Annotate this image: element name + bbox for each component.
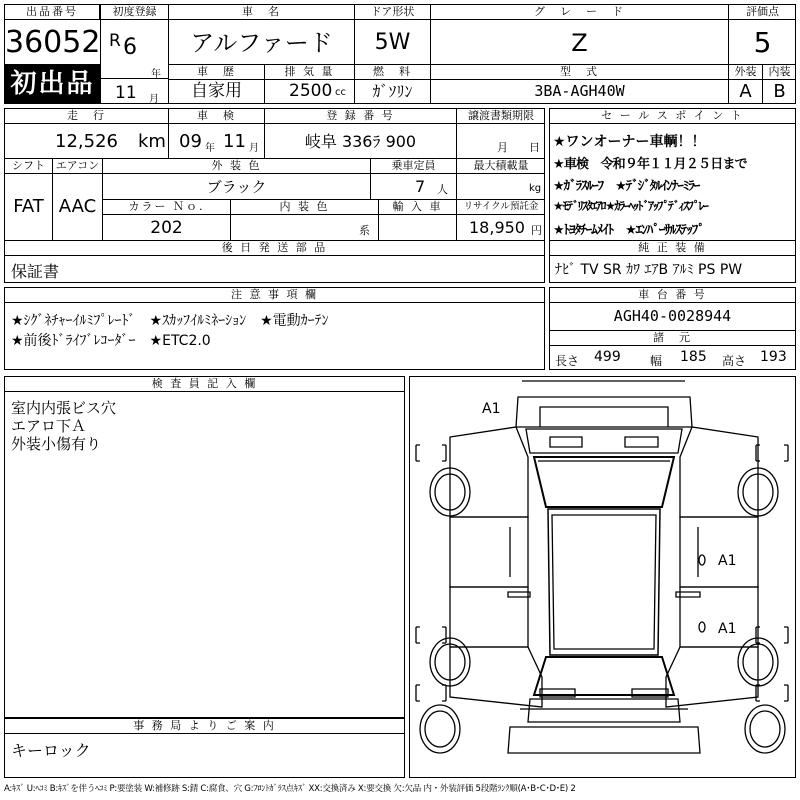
length-label: 長さ (555, 354, 580, 368)
inspection-label: 車 検 (169, 109, 264, 124)
car-outline (410, 377, 795, 777)
exterior-cell (729, 65, 763, 104)
reg-month: 11 (115, 83, 137, 103)
chassis-block (549, 287, 796, 370)
ac-cell (53, 159, 103, 241)
transfer-day-unit: 日 (529, 141, 540, 154)
name-label: 車 名 (169, 5, 354, 20)
plate-cell (265, 109, 457, 159)
interior-color-cell (231, 200, 379, 241)
score-value: 5 (753, 26, 772, 59)
color-no-value: 202 (150, 218, 183, 238)
ac-value: AAC (58, 196, 97, 217)
lot-cell (5, 5, 101, 65)
displacement-value: 2500 (289, 81, 333, 101)
notes-line-2: ★前後ﾄﾞﾗｲﾌﾞﾚｺｰﾀﾞｰ ★ETC2.0 (11, 333, 211, 349)
height-value: 193 (760, 349, 787, 365)
shift-value: FAT (13, 196, 44, 217)
capacity-cell (371, 159, 457, 200)
displacement-cell (265, 65, 355, 104)
load-label: 最大積載量 (457, 159, 545, 174)
plate-value: 岐阜 336ﾗ 900 (304, 132, 417, 151)
fuel-label: 燃 料 (355, 65, 430, 80)
recycle-label: リサイクル預託金 (457, 200, 545, 215)
reg-cell (101, 5, 169, 104)
width-value: 185 (680, 349, 707, 365)
chassis-label: 車 台 番 号 (550, 288, 795, 303)
transfer-month-unit: 月 (497, 141, 508, 154)
inspection-cell (169, 109, 265, 159)
notes-block (4, 287, 545, 370)
model-cell (431, 65, 729, 104)
ac-label: エアコン (53, 159, 102, 174)
name-cell (169, 5, 355, 65)
interior-label: 内装 (763, 65, 796, 80)
door-label: ドア形状 (355, 5, 430, 20)
interior-color-label: 内 装 色 (231, 200, 378, 215)
door-cell (355, 5, 431, 65)
history-cell (169, 65, 265, 104)
width-label: 幅 (650, 354, 663, 368)
fuel-cell (355, 65, 431, 104)
reg-label: 初度登録 (101, 5, 168, 20)
inspection-month-unit: 月 (249, 143, 259, 154)
reg-year-unit: 年 (151, 69, 161, 80)
lot-label: 出品番号 (5, 5, 100, 20)
plate-label: 登 録 番 号 (265, 109, 456, 124)
inspector-line-2: エアロ下Ａ (11, 417, 87, 435)
length-value: 499 (594, 349, 621, 365)
notes-line-1: ★ｼｸﾞﾈﾁｬｰｲﾙﾐﾌﾟﾚｰﾄﾞ ★ｽｶｯﾌｲﾙﾐﾈｰｼｮﾝ ★電動ｶｰﾃﾝ (11, 313, 329, 329)
chassis-number: AGH40-0028944 (613, 307, 732, 325)
mileage-label: 走 行 (5, 109, 168, 124)
lot-number: 36052 (5, 25, 101, 60)
recycle-value: 18,950 (469, 218, 525, 237)
vehicle-details-block (4, 108, 545, 241)
office-value: キーロック (11, 741, 91, 760)
sales-points-block (549, 108, 796, 241)
score-label: 評価点 (729, 5, 796, 20)
displacement-label: 排 気 量 (265, 65, 354, 80)
inspector-label: 検 査 員 記 入 欄 (5, 377, 404, 392)
damage-mark-right-door: A1 (718, 553, 737, 569)
reg-year: 6 (123, 35, 137, 60)
recycle-unit: 円 (531, 224, 542, 237)
car-name: アルファード (190, 29, 333, 57)
color-no-cell (103, 200, 231, 241)
score-cell (729, 5, 796, 65)
capacity-unit: 人 (437, 183, 448, 196)
fuel-value: ｶﾞｿﾘﾝ (372, 82, 413, 101)
sales-point-5: ★ﾄﾖﾀﾁｰﾑﾒｲﾄ ★ｴﾝﾊﾟｰｻﾙｽﾃｯﾌﾟ (553, 223, 704, 238)
import-label: 輸 入 車 (379, 200, 456, 215)
sales-point-1: ★ワンオーナー車輌！！ (553, 134, 706, 150)
top-block (4, 4, 796, 104)
grade-value: Z (571, 29, 588, 57)
load-cell (457, 159, 545, 200)
office-label: 事 務 局 よ り ご 案 内 (5, 718, 404, 734)
shift-cell (5, 159, 53, 241)
mileage-cell (5, 109, 169, 159)
history-label: 車 歴 (169, 65, 264, 80)
interior-color-unit: 系 (359, 224, 370, 237)
reg-month-unit: 月 (149, 94, 159, 104)
door-type: 5W (374, 30, 411, 55)
shift-label: シフト (5, 159, 52, 174)
import-cell (379, 200, 457, 241)
office-block (4, 718, 405, 778)
inspector-line-1: 室内内張ビス穴 (11, 399, 117, 417)
model-label: 型 式 (431, 65, 728, 80)
interior-cell (763, 65, 796, 104)
sales-point-3: ★ｶﾞﾗｽﾙｰﾌ ★ﾃﾞｼﾞﾀﾙｲﾝﾅｰﾐﾗｰ (553, 179, 700, 194)
legend: A:ｷｽﾞ U:ﾍｺﾐ B:ｷｽﾞを伴うﾍｺﾐ P:要塗装 W:補修跡 S:錆 C:腐食、穴 G:ﾌﾛﾝﾄｶﾞﾗｽ点ｷｽﾞ XX:交換済み X:要交換 欠:欠品 内・外装評価 5段階ﾗﾝｸ順(A･B･C･D･E) 2 (4, 784, 576, 794)
mileage-value: 12,526 (55, 131, 118, 152)
color-label: 外 装 色 (103, 159, 370, 174)
inspection-month: 11 (223, 131, 246, 152)
color-cell (103, 159, 371, 200)
model-value: 3BA-AGH40W (534, 82, 625, 100)
color-no-label: カラー Ｎｏ. (103, 200, 230, 215)
interior-grade: B (773, 81, 786, 102)
inspection-year-unit: 年 (205, 143, 215, 154)
sales-point-2: ★車検 令和９年１１月２５日まで (553, 157, 747, 172)
color-value: ブラック (206, 178, 267, 196)
car-diagram (409, 376, 796, 778)
reg-month-divider (101, 78, 168, 79)
later-parts-label: 後 日 発 送 部 品 (5, 241, 544, 256)
grade-cell (431, 5, 729, 65)
equipment-value: ﾅﾋﾞ TV SR ｶﾜ ｴｱB ｱﾙﾐ PS PW (555, 262, 743, 278)
damage-mark-front: A1 (482, 401, 501, 417)
inspection-year: 09 (179, 131, 202, 152)
later-parts-block (4, 241, 545, 283)
mileage-unit: km (138, 131, 166, 152)
equipment-label: 純 正 装 備 (550, 241, 795, 256)
first-listing-badge: 初出品 (5, 65, 101, 104)
displacement-unit: cc (335, 87, 346, 98)
load-unit: kg (529, 183, 542, 194)
capacity-label: 乗車定員 (371, 159, 456, 174)
sales-point-4: ★ﾓﾃﾞﾘｽﾀｴｱﾛ★ｶﾗｰﾍｯﾄﾞｱｯﾌﾟﾃﾞｨｽﾌﾟﾚｰ (553, 199, 708, 213)
inspector-line-3: 外装小傷有り (11, 435, 102, 453)
dims-label: 諸 元 (550, 330, 795, 346)
history-value: 自家用 (191, 81, 242, 101)
equipment-block (549, 241, 796, 283)
grade-label: グ レ ー ド (431, 5, 728, 20)
exterior-grade: A (739, 81, 752, 102)
transfer-cell (457, 109, 545, 159)
capacity-value: 7 (415, 177, 426, 196)
later-parts-value: 保証書 (11, 262, 60, 281)
height-label: 高さ (722, 354, 747, 368)
notes-label: 注 意 事 項 欄 (5, 288, 544, 303)
damage-mark-right-rear: A1 (718, 621, 737, 637)
sales-points-label: セ ー ル ス ポ イ ン ト (550, 109, 795, 124)
exterior-label: 外装 (729, 65, 762, 80)
inspector-block (4, 376, 405, 718)
recycle-cell (457, 200, 545, 241)
transfer-label: 譲渡書類期限 (457, 109, 545, 124)
reg-era: R (109, 31, 121, 51)
